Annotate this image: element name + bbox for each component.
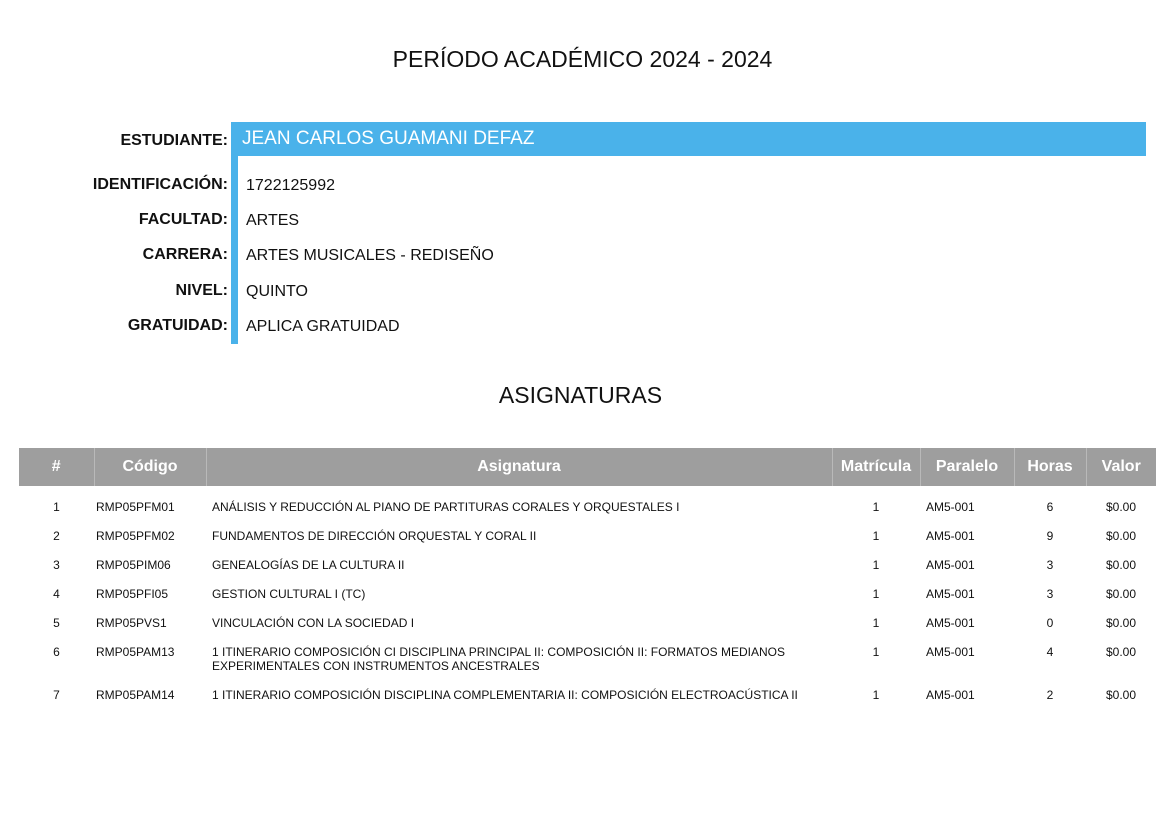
row-number: 6 bbox=[53, 645, 60, 659]
row-value: $0.00 bbox=[1105, 529, 1137, 543]
row-value: $0.00 bbox=[1105, 587, 1137, 601]
row-subject: VINCULACIÓN CON LA SOCIEDAD I bbox=[212, 616, 415, 630]
row-parallel: AM5-001 bbox=[926, 688, 975, 702]
row-value: $0.00 bbox=[1105, 558, 1137, 572]
row-number: 5 bbox=[53, 616, 60, 630]
student-info-block bbox=[0, 122, 1165, 344]
row-code: RMP05PFM01 bbox=[96, 500, 175, 514]
gratuity-value: APLICA GRATUIDAD bbox=[246, 318, 400, 335]
row-number: 1 bbox=[53, 500, 60, 514]
table-row bbox=[19, 587, 1156, 616]
table-row bbox=[19, 688, 1156, 717]
subjects-title: ASIGNATURAS bbox=[498, 382, 663, 408]
row-hours: 3 bbox=[1046, 558, 1054, 572]
career-label: CARRERA: bbox=[142, 246, 228, 263]
row-parallel: AM5-001 bbox=[926, 529, 975, 543]
row-enrollment: 1 bbox=[872, 529, 880, 543]
subjects-table bbox=[19, 448, 1156, 717]
identification-label: IDENTIFICACIÓN: bbox=[92, 176, 228, 193]
row-hours: 9 bbox=[1046, 529, 1054, 543]
row-subject: GESTION CULTURAL I (TC) bbox=[212, 587, 366, 601]
level-label: NIVEL: bbox=[175, 282, 228, 299]
row-enrollment: 1 bbox=[872, 587, 880, 601]
level-value: QUINTO bbox=[246, 283, 308, 300]
row-enrollment: 1 bbox=[872, 688, 880, 702]
row-value: $0.00 bbox=[1105, 500, 1137, 514]
row-enrollment: 1 bbox=[872, 558, 880, 572]
identification-value: 1722125992 bbox=[246, 177, 335, 194]
row-code: RMP05PAM13 bbox=[96, 645, 175, 659]
row-hours: 3 bbox=[1046, 587, 1054, 601]
row-subject: GENEALOGÍAS DE LA CULTURA II bbox=[212, 558, 405, 572]
table-row bbox=[19, 616, 1156, 645]
table-header-row bbox=[19, 448, 1156, 486]
student-name: JEAN CARLOS GUAMANI DEFAZ bbox=[242, 128, 535, 149]
header-value: Valor bbox=[1086, 448, 1156, 486]
student-label: ESTUDIANTE: bbox=[120, 132, 228, 149]
table-row bbox=[19, 558, 1156, 587]
career-value: ARTES MUSICALES - REDISEÑO bbox=[246, 247, 494, 264]
row-subject: FUNDAMENTOS DE DIRECCIÓN ORQUESTAL Y CORAL II bbox=[212, 529, 537, 543]
row-value: $0.00 bbox=[1105, 688, 1137, 702]
table-row bbox=[19, 645, 1156, 688]
row-code: RMP05PVS1 bbox=[96, 616, 167, 630]
row-enrollment: 1 bbox=[872, 645, 880, 659]
row-value: $0.00 bbox=[1105, 616, 1137, 630]
row-subject: 1 ITINERARIO COMPOSICIÓN DISCIPLINA COMPLEMENTARIA II: COMPOSICIÓN ELECTROACÚSTICA II bbox=[212, 688, 798, 702]
row-code: RMP05PAM14 bbox=[96, 688, 175, 702]
row-parallel: AM5-001 bbox=[926, 500, 975, 514]
row-parallel: AM5-001 bbox=[926, 645, 975, 659]
header-code: Código bbox=[94, 448, 206, 486]
gratuity-label: GRATUIDAD: bbox=[127, 317, 228, 334]
row-parallel: AM5-001 bbox=[926, 558, 975, 572]
row-parallel: AM5-001 bbox=[926, 587, 975, 601]
row-hours: 4 bbox=[1046, 645, 1054, 659]
header-enrollment: Matrícula bbox=[832, 448, 920, 486]
row-code: RMP05PIM06 bbox=[96, 558, 171, 572]
page-title: PERÍODO ACADÉMICO 2024 - 2024 bbox=[392, 46, 773, 72]
row-code: RMP05PFI05 bbox=[96, 587, 169, 601]
header-parallel: Paralelo bbox=[920, 448, 1014, 486]
row-parallel: AM5-001 bbox=[926, 616, 975, 630]
header-number: # bbox=[19, 448, 94, 486]
row-number: 7 bbox=[53, 688, 60, 702]
row-enrollment: 1 bbox=[872, 500, 880, 514]
row-hours: 6 bbox=[1046, 500, 1054, 514]
row-number: 4 bbox=[53, 587, 60, 601]
table-row bbox=[19, 500, 1156, 529]
row-enrollment: 1 bbox=[872, 616, 880, 630]
row-number: 2 bbox=[53, 529, 60, 543]
row-number: 3 bbox=[53, 558, 60, 572]
row-value: $0.00 bbox=[1105, 645, 1137, 659]
row-hours: 2 bbox=[1046, 688, 1054, 702]
row-hours: 0 bbox=[1046, 616, 1054, 630]
row-subject: 1 ITINERARIO COMPOSICIÓN CI DISCIPLINA PRINCIPAL II: COMPOSICIÓN II: FORMATOS MEDIANOS EXPERIMENTALES CON INSTRUMENTOS ANCESTRALES bbox=[212, 645, 785, 673]
row-subject: ANÁLISIS Y REDUCCIÓN AL PIANO DE PARTITURAS CORALES Y ORQUESTALES I bbox=[212, 500, 680, 514]
faculty-value: ARTES bbox=[246, 212, 300, 229]
row-code: RMP05PFM02 bbox=[96, 529, 175, 543]
faculty-label: FACULTAD: bbox=[138, 211, 228, 228]
header-subject: Asignatura bbox=[206, 448, 832, 486]
table-row bbox=[19, 529, 1156, 558]
header-hours: Horas bbox=[1014, 448, 1086, 486]
